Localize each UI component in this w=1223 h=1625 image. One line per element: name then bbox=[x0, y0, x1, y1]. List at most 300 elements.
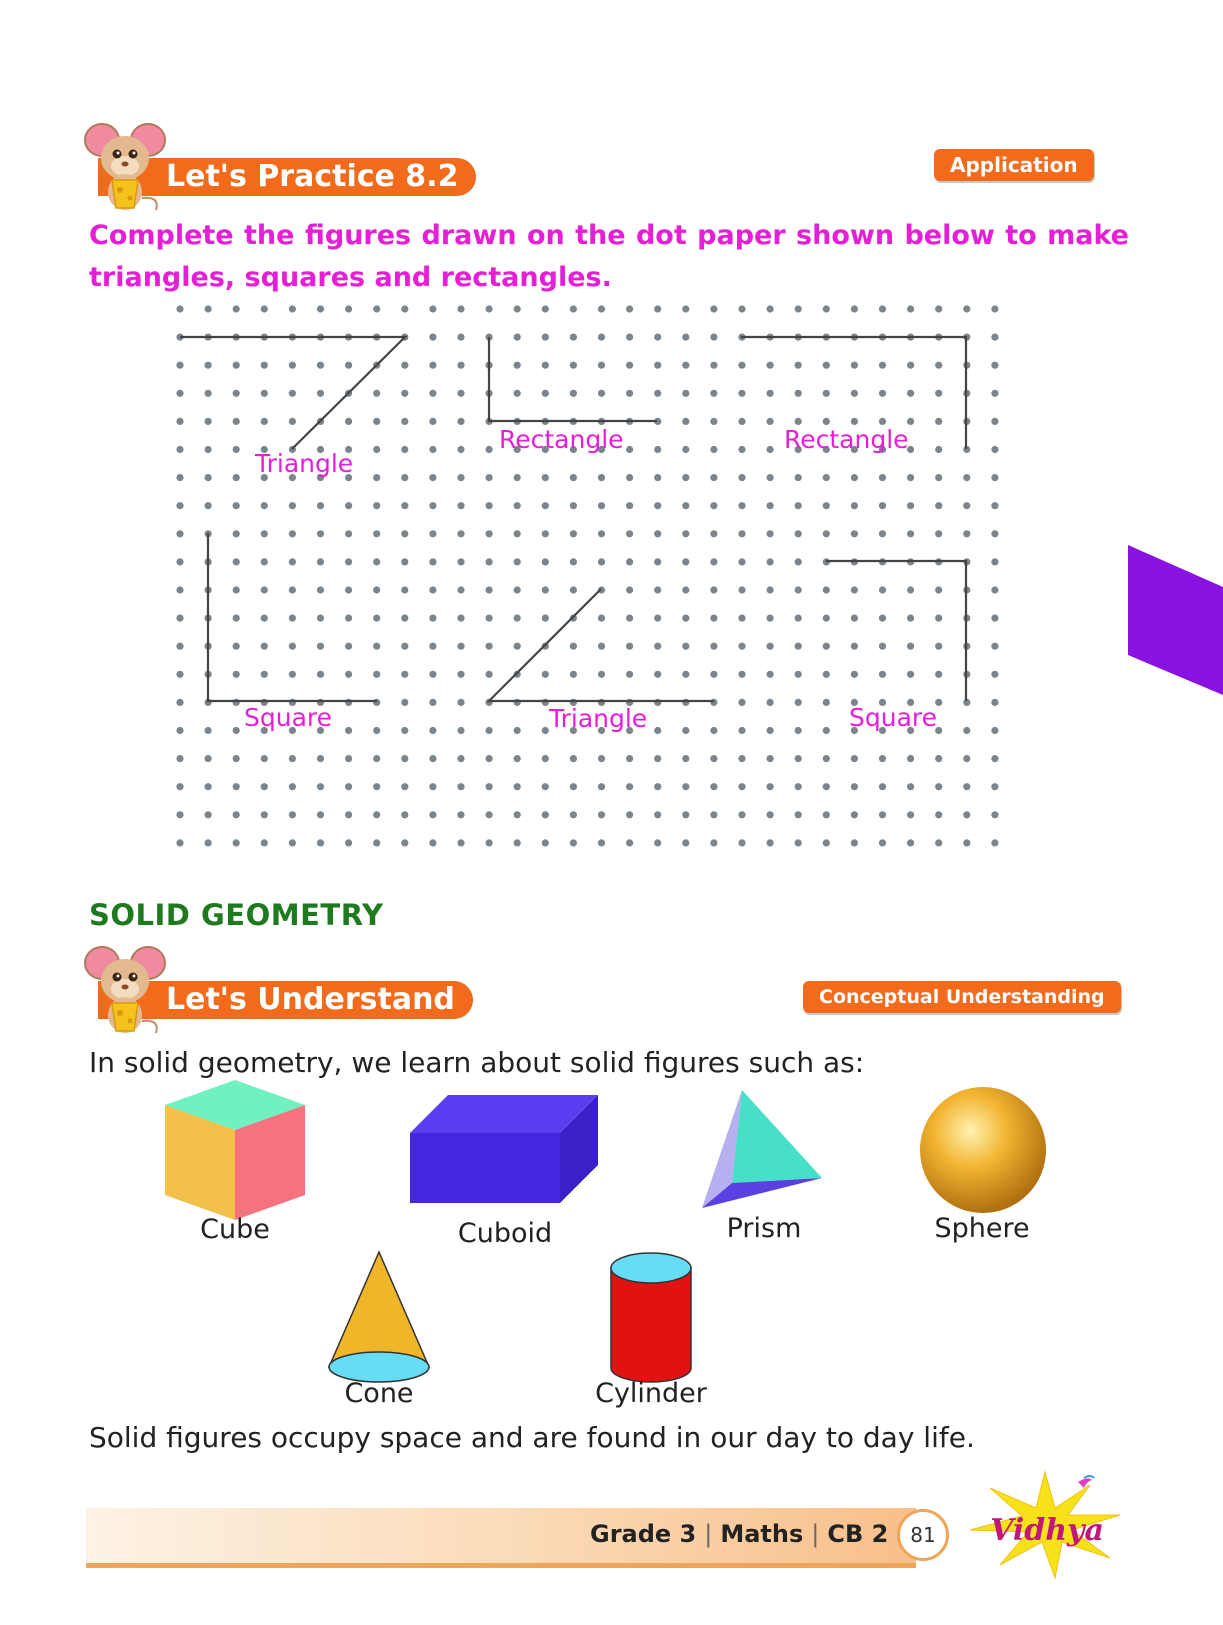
grid-dot bbox=[767, 783, 774, 790]
grid-dot bbox=[598, 755, 605, 762]
grid-dot bbox=[205, 502, 212, 509]
grid-dot bbox=[682, 502, 689, 509]
grid-dot bbox=[738, 446, 745, 453]
grid-dot bbox=[429, 558, 436, 565]
grid-dot bbox=[317, 530, 324, 537]
grid-dot bbox=[738, 305, 745, 312]
grid-dot bbox=[176, 586, 183, 593]
grid-dot bbox=[654, 811, 661, 818]
grid-dot bbox=[767, 699, 774, 706]
grid-dot bbox=[345, 362, 352, 369]
grid-dot bbox=[457, 699, 464, 706]
grid-dot bbox=[457, 446, 464, 453]
grid-dot bbox=[963, 727, 970, 734]
grid-dot bbox=[710, 334, 717, 341]
grid-dot bbox=[457, 305, 464, 312]
grid-dot bbox=[486, 558, 493, 565]
grid-dot bbox=[907, 530, 914, 537]
grid-dot bbox=[738, 811, 745, 818]
grid-dot bbox=[991, 334, 998, 341]
grid-dot bbox=[233, 839, 240, 846]
grid-dot bbox=[682, 643, 689, 650]
grid-dot bbox=[429, 390, 436, 397]
grid-dot bbox=[429, 530, 436, 537]
grid-dot bbox=[823, 671, 830, 678]
grid-dot bbox=[205, 305, 212, 312]
grid-dot bbox=[176, 839, 183, 846]
footer-grade: Grade 3 bbox=[590, 1520, 697, 1548]
grid-dot bbox=[261, 305, 268, 312]
grid-dot bbox=[345, 755, 352, 762]
application-tag-label: Application bbox=[950, 153, 1078, 177]
grid-dot bbox=[654, 334, 661, 341]
grid-dot bbox=[261, 643, 268, 650]
cuboid-icon bbox=[410, 1095, 600, 1205]
grid-dot bbox=[598, 783, 605, 790]
grid-dot bbox=[205, 390, 212, 397]
grid-dot bbox=[233, 446, 240, 453]
grid-dot bbox=[429, 334, 436, 341]
grid-dot bbox=[457, 839, 464, 846]
grid-dot bbox=[289, 558, 296, 565]
grid-dot bbox=[317, 502, 324, 509]
grid-dot bbox=[851, 530, 858, 537]
grid-dot bbox=[176, 305, 183, 312]
grid-dot bbox=[991, 390, 998, 397]
grid-dot bbox=[233, 699, 240, 706]
grid-dot bbox=[823, 643, 830, 650]
grid-dot bbox=[261, 811, 268, 818]
grid-dot bbox=[767, 390, 774, 397]
grid-dot bbox=[795, 418, 802, 425]
grid-dot bbox=[514, 474, 521, 481]
grid-dot bbox=[514, 334, 521, 341]
grid-dot bbox=[401, 839, 408, 846]
instruction-line-1: Complete the figures drawn on the dot paper shown below to make bbox=[89, 220, 1129, 251]
grid-dot bbox=[514, 586, 521, 593]
grid-dot bbox=[542, 699, 549, 706]
grid-dot bbox=[233, 586, 240, 593]
grid-dot bbox=[289, 811, 296, 818]
grid-dot bbox=[542, 755, 549, 762]
grid-dot bbox=[879, 418, 886, 425]
grid-dot bbox=[963, 755, 970, 762]
shape-label-prism: Prism bbox=[726, 1213, 802, 1244]
grid-dot bbox=[514, 643, 521, 650]
grid-dot bbox=[682, 586, 689, 593]
grid-dot bbox=[963, 839, 970, 846]
grid-dot bbox=[401, 530, 408, 537]
grid-dot bbox=[401, 502, 408, 509]
grid-dot bbox=[598, 390, 605, 397]
conceptual-understanding-tag bbox=[803, 981, 1121, 1013]
prism-icon bbox=[700, 1088, 825, 1213]
grid-dot bbox=[429, 502, 436, 509]
grid-dot bbox=[289, 502, 296, 509]
figure-labels bbox=[244, 425, 937, 733]
grid-dot bbox=[429, 811, 436, 818]
grid-dot bbox=[401, 783, 408, 790]
grid-dot bbox=[710, 671, 717, 678]
grid-dot bbox=[261, 615, 268, 622]
grid-dot bbox=[176, 811, 183, 818]
grid-dot bbox=[795, 586, 802, 593]
grid-dot bbox=[598, 502, 605, 509]
grid-dot bbox=[935, 811, 942, 818]
grid-dot bbox=[457, 418, 464, 425]
grid-dot bbox=[738, 418, 745, 425]
grid-dot bbox=[738, 755, 745, 762]
section-title: SOLID GEOMETRY bbox=[89, 898, 384, 932]
grid-dot bbox=[205, 727, 212, 734]
grid-dot bbox=[542, 811, 549, 818]
grid-dot bbox=[176, 446, 183, 453]
grid-dot bbox=[457, 558, 464, 565]
figure-label: Square bbox=[244, 703, 333, 732]
grid-dot bbox=[626, 615, 633, 622]
grid-dot bbox=[851, 671, 858, 678]
grid-dot bbox=[401, 446, 408, 453]
grid-dot bbox=[654, 502, 661, 509]
grid-dot bbox=[907, 502, 914, 509]
grid-dot bbox=[598, 334, 605, 341]
grid-dot bbox=[851, 586, 858, 593]
grid-dot bbox=[205, 755, 212, 762]
grid-dot bbox=[401, 474, 408, 481]
grid-dot bbox=[654, 446, 661, 453]
grid-dot bbox=[233, 502, 240, 509]
grid-dot bbox=[626, 305, 633, 312]
grid-dot bbox=[935, 305, 942, 312]
shape-label-cone: Cone bbox=[344, 1378, 414, 1409]
grid-dot bbox=[429, 783, 436, 790]
grid-dot bbox=[486, 643, 493, 650]
grid-dot bbox=[738, 558, 745, 565]
page-number: 81 bbox=[897, 1509, 949, 1561]
grid-dot bbox=[795, 530, 802, 537]
grid-dot bbox=[907, 755, 914, 762]
grid-dot bbox=[317, 586, 324, 593]
grid-dot bbox=[514, 305, 521, 312]
grid-dot bbox=[767, 530, 774, 537]
grid-dot bbox=[233, 305, 240, 312]
grid-dot bbox=[738, 727, 745, 734]
grid-dot bbox=[345, 530, 352, 537]
grid-dot bbox=[373, 643, 380, 650]
grid-dot bbox=[654, 586, 661, 593]
grid-dot bbox=[710, 615, 717, 622]
grid-dot bbox=[907, 586, 914, 593]
grid-dot bbox=[823, 839, 830, 846]
grid-dot bbox=[457, 390, 464, 397]
grid-dot bbox=[935, 502, 942, 509]
grid-dot bbox=[542, 671, 549, 678]
grid-dot bbox=[205, 474, 212, 481]
grid-dot bbox=[851, 811, 858, 818]
grid-dot bbox=[682, 390, 689, 397]
grid-dot bbox=[401, 643, 408, 650]
grid-dot bbox=[233, 811, 240, 818]
grid-dot bbox=[486, 446, 493, 453]
grid-dot bbox=[626, 474, 633, 481]
grid-dot bbox=[823, 615, 830, 622]
grid-dot bbox=[907, 811, 914, 818]
grid-dot bbox=[542, 783, 549, 790]
grid-dot bbox=[289, 418, 296, 425]
grid-dot bbox=[514, 755, 521, 762]
grid-dot bbox=[570, 755, 577, 762]
grid-dot bbox=[261, 755, 268, 762]
grid-dot bbox=[429, 699, 436, 706]
grid-dot bbox=[879, 586, 886, 593]
grid-dot bbox=[457, 643, 464, 650]
grid-dot bbox=[317, 615, 324, 622]
grid-dot bbox=[654, 699, 661, 706]
grid-dot bbox=[851, 474, 858, 481]
grid-dot bbox=[710, 811, 717, 818]
grid-dot bbox=[710, 390, 717, 397]
grid-dot bbox=[879, 390, 886, 397]
grid-dot bbox=[907, 615, 914, 622]
grid-dot bbox=[233, 390, 240, 397]
grid-dot bbox=[767, 305, 774, 312]
grid-dot bbox=[710, 418, 717, 425]
grid-dot bbox=[542, 390, 549, 397]
grid-dot bbox=[823, 305, 830, 312]
grid-dot bbox=[317, 839, 324, 846]
grid-dot bbox=[823, 586, 830, 593]
grid-dot bbox=[935, 671, 942, 678]
grid-dot bbox=[457, 474, 464, 481]
grid-dot bbox=[486, 755, 493, 762]
grid-dot bbox=[767, 615, 774, 622]
grid-dot bbox=[317, 783, 324, 790]
grid-dot bbox=[373, 390, 380, 397]
grid-dot bbox=[795, 839, 802, 846]
grid-dot bbox=[767, 418, 774, 425]
understand-title: Let's Understand bbox=[166, 982, 455, 1017]
grid-dot bbox=[486, 783, 493, 790]
grid-dot bbox=[654, 558, 661, 565]
grid-dot bbox=[570, 390, 577, 397]
grid-dot bbox=[457, 334, 464, 341]
grid-dot bbox=[429, 418, 436, 425]
grid-dot bbox=[682, 305, 689, 312]
conceptual-understanding-tag-label: Conceptual Understanding bbox=[819, 986, 1105, 1008]
grid-dot bbox=[991, 305, 998, 312]
grid-dot bbox=[767, 727, 774, 734]
grid-dot bbox=[823, 727, 830, 734]
grid-dot bbox=[373, 558, 380, 565]
grid-dot bbox=[626, 839, 633, 846]
grid-dot bbox=[598, 305, 605, 312]
grid-dot bbox=[851, 783, 858, 790]
grid-dot bbox=[991, 643, 998, 650]
grid-dot bbox=[345, 643, 352, 650]
grid-dot bbox=[373, 699, 380, 706]
grid-dot bbox=[991, 418, 998, 425]
grid-dot bbox=[373, 615, 380, 622]
grid-dot bbox=[486, 839, 493, 846]
grid-dot bbox=[598, 671, 605, 678]
grid-dot bbox=[710, 474, 717, 481]
grid-dot bbox=[767, 362, 774, 369]
grid-dot bbox=[795, 615, 802, 622]
grid-dot bbox=[373, 671, 380, 678]
grid-dot bbox=[542, 334, 549, 341]
grid-dot bbox=[879, 362, 886, 369]
grid-dot bbox=[767, 474, 774, 481]
grid-dot bbox=[991, 530, 998, 537]
grid-dot bbox=[486, 586, 493, 593]
grid-dot bbox=[429, 362, 436, 369]
grid-dot bbox=[373, 418, 380, 425]
grid-dot bbox=[935, 643, 942, 650]
application-tag bbox=[934, 149, 1094, 181]
grid-dot bbox=[991, 727, 998, 734]
side-tab bbox=[1128, 545, 1223, 695]
grid-dot bbox=[514, 615, 521, 622]
grid-dot bbox=[345, 811, 352, 818]
grid-dot bbox=[823, 699, 830, 706]
grid-dot bbox=[851, 643, 858, 650]
grid-dot bbox=[457, 811, 464, 818]
grid-dot bbox=[935, 783, 942, 790]
grid-dot bbox=[879, 671, 886, 678]
grid-dot bbox=[233, 418, 240, 425]
grid-dot bbox=[851, 362, 858, 369]
grid-dot bbox=[879, 530, 886, 537]
grid-dot bbox=[401, 558, 408, 565]
grid-dot bbox=[429, 643, 436, 650]
grid-dot bbox=[738, 671, 745, 678]
grid-dot bbox=[176, 699, 183, 706]
grid-dot bbox=[261, 530, 268, 537]
grid-dot bbox=[710, 727, 717, 734]
grid-dot bbox=[514, 502, 521, 509]
grid-dot bbox=[486, 474, 493, 481]
grid-dot bbox=[317, 755, 324, 762]
grid-dot bbox=[682, 474, 689, 481]
grid-dot bbox=[401, 811, 408, 818]
grid-dot bbox=[570, 305, 577, 312]
grid-dot bbox=[345, 305, 352, 312]
grid-dot bbox=[963, 305, 970, 312]
grid-dot bbox=[176, 418, 183, 425]
grid-dot bbox=[963, 474, 970, 481]
grid-dot bbox=[682, 699, 689, 706]
grid-dot bbox=[570, 502, 577, 509]
grid-dot bbox=[935, 474, 942, 481]
grid-dot bbox=[963, 530, 970, 537]
grid-dot bbox=[710, 502, 717, 509]
grid-dot bbox=[795, 305, 802, 312]
figure-label: Triangle bbox=[549, 704, 648, 733]
grid-dot bbox=[289, 305, 296, 312]
grid-dot bbox=[486, 502, 493, 509]
footer-book: CB 2 bbox=[827, 1520, 889, 1548]
grid-dot bbox=[626, 671, 633, 678]
grid-dot bbox=[879, 755, 886, 762]
grid-dot bbox=[935, 839, 942, 846]
grid-dot bbox=[935, 362, 942, 369]
grid-dot bbox=[429, 727, 436, 734]
grid-dot bbox=[710, 305, 717, 312]
grid-dot bbox=[486, 727, 493, 734]
grid-dot bbox=[879, 643, 886, 650]
grid-dot bbox=[401, 418, 408, 425]
grid-dot bbox=[345, 418, 352, 425]
grid-dot bbox=[823, 474, 830, 481]
grid-dot bbox=[205, 362, 212, 369]
grid-dot bbox=[261, 839, 268, 846]
grid-dot bbox=[570, 643, 577, 650]
grid-dot bbox=[795, 362, 802, 369]
dot-grid bbox=[176, 305, 998, 846]
grid-dot bbox=[176, 502, 183, 509]
grid-dot bbox=[542, 839, 549, 846]
grid-dot bbox=[963, 502, 970, 509]
grid-dot bbox=[457, 755, 464, 762]
grid-dot bbox=[317, 671, 324, 678]
grid-dot bbox=[682, 362, 689, 369]
intro-text: In solid geometry, we learn about solid figures such as: bbox=[89, 1046, 865, 1079]
grid-dot bbox=[598, 362, 605, 369]
grid-dot bbox=[457, 727, 464, 734]
grid-dot bbox=[907, 362, 914, 369]
grid-dot bbox=[457, 671, 464, 678]
grid-dot bbox=[738, 699, 745, 706]
grid-dot bbox=[935, 755, 942, 762]
grid-dot bbox=[851, 418, 858, 425]
grid-dot bbox=[317, 305, 324, 312]
grid-dot bbox=[486, 811, 493, 818]
grid-dot bbox=[598, 474, 605, 481]
grid-dot bbox=[205, 418, 212, 425]
grid-dot bbox=[261, 418, 268, 425]
vidhya-logo-text: Vidhya bbox=[990, 1513, 1104, 1548]
cylinder-icon bbox=[608, 1250, 694, 1386]
grid-dot bbox=[486, 671, 493, 678]
grid-dot bbox=[345, 671, 352, 678]
grid-dot bbox=[795, 390, 802, 397]
instruction-line-2: triangles, squares and rectangles. bbox=[89, 262, 612, 293]
grid-dot bbox=[598, 643, 605, 650]
cube-icon bbox=[160, 1075, 310, 1225]
grid-dot bbox=[261, 390, 268, 397]
grid-dot bbox=[233, 755, 240, 762]
grid-dot bbox=[738, 586, 745, 593]
grid-dot bbox=[401, 390, 408, 397]
grid-dot bbox=[795, 727, 802, 734]
grid-dot bbox=[514, 530, 521, 537]
grid-dot bbox=[542, 530, 549, 537]
grid-dot bbox=[401, 727, 408, 734]
grid-dot bbox=[654, 671, 661, 678]
grid-dot bbox=[373, 446, 380, 453]
grid-dot bbox=[514, 558, 521, 565]
grid-dot bbox=[289, 586, 296, 593]
grid-dot bbox=[457, 530, 464, 537]
grid-dot bbox=[935, 418, 942, 425]
grid-dot bbox=[570, 586, 577, 593]
grid-dot bbox=[542, 727, 549, 734]
grid-dot bbox=[879, 502, 886, 509]
grid-dot bbox=[879, 474, 886, 481]
grid-dot bbox=[654, 615, 661, 622]
partial-rectangle-1 bbox=[489, 337, 657, 421]
grid-dot bbox=[991, 699, 998, 706]
